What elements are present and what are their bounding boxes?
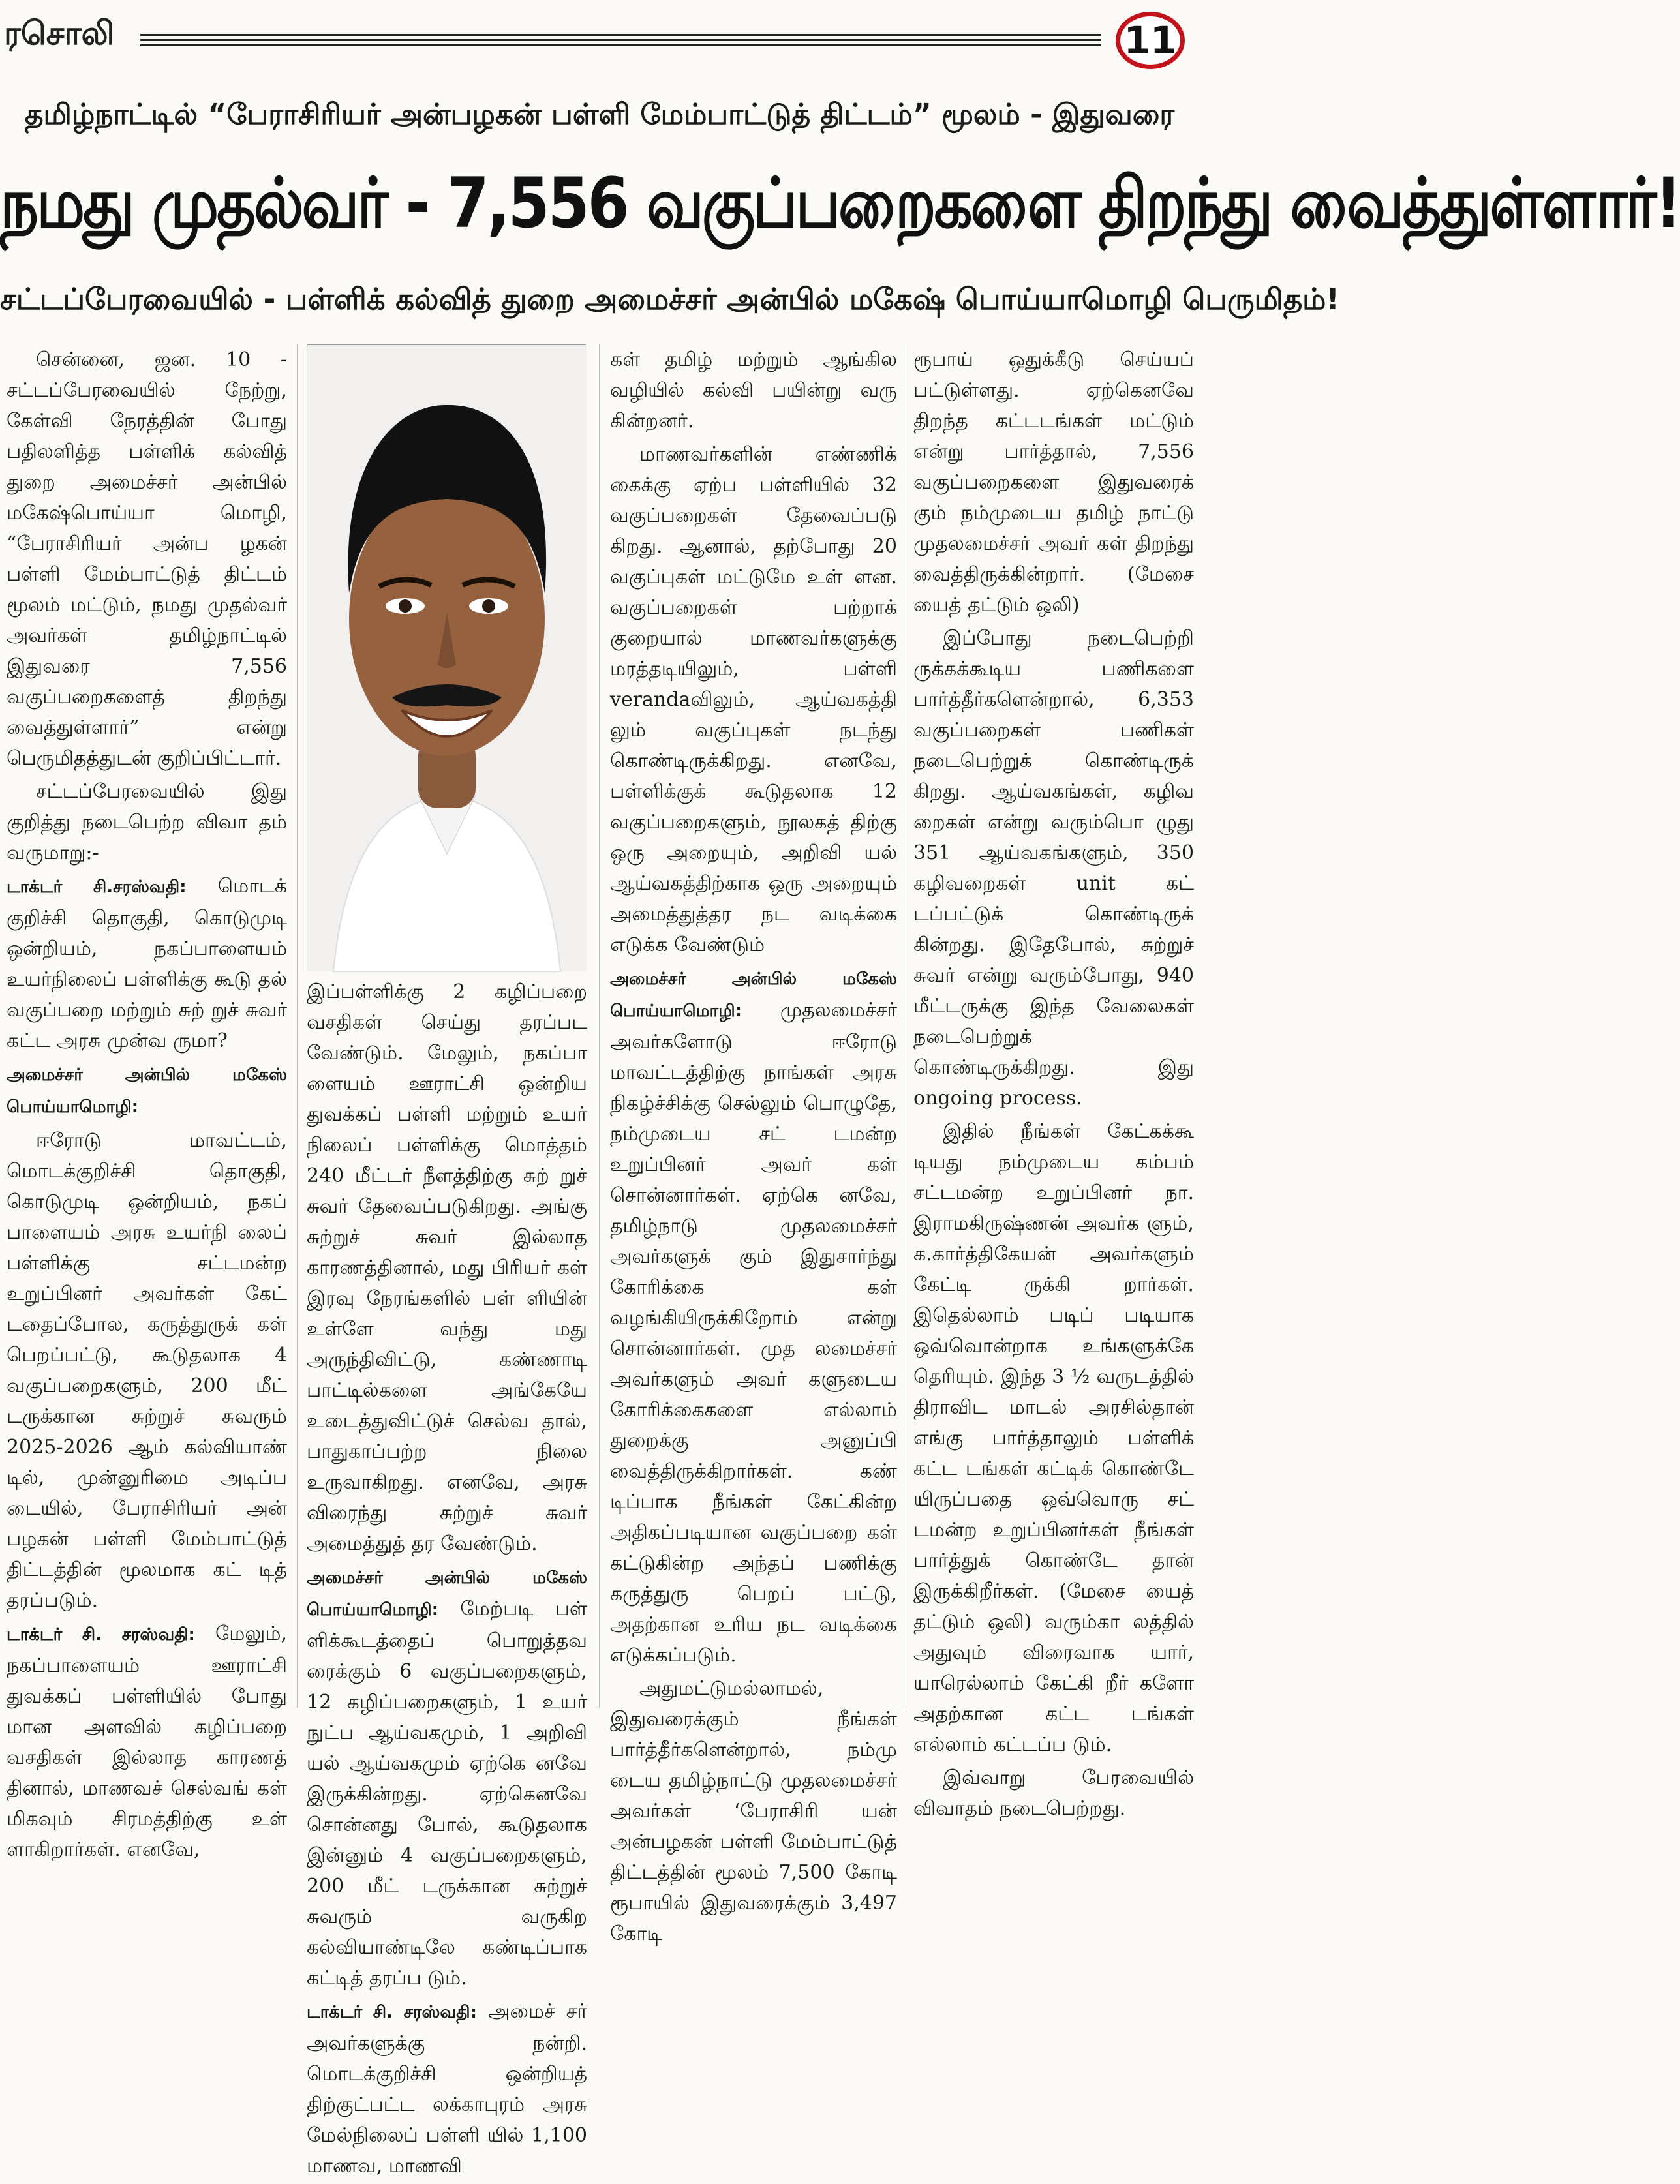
speaker-paragraph [307, 1562, 587, 1994]
speaker-name: அமைச்சர் அன்பில் மகேஸ் பொய்யாமொழி: [610, 969, 897, 1021]
speaker-name: அமைச்சர் அன்பில் மகேஸ் பொய்யாமொழி: [7, 1065, 287, 1117]
paragraph: ரூபாய் ஒதுக்கீடு செய்யப் பட்டுள்ளது. ஏற்கெனவே திறந்த கட்டடங்கள் மட்டும் என்று பார்த்தால், 7,556 வகுப்பறைகளை இதுவரைக் கும் நம்முடைய தமிழ் நாட்டு முதலமைச்சர் அவர் கள் திறந்து வைத்திருக்கின்றார். (மேசை யைத் தட்டும் ஒலி) [913, 348, 1194, 616]
speaker-heading [7, 1059, 287, 1123]
speaker-paragraph [610, 963, 897, 1671]
paragraph: கள் தமிழ் மற்றும் ஆங்கில வழியில் கல்வி பயின்று வரு கின்றனர். [610, 348, 897, 432]
speaker-paragraph [7, 871, 287, 1056]
speech-text: மேலும், நகப்பாளையம் ஊராட்சி துவக்கப் பள்ளியில் போது மான அளவில் கழிப்பறை வசதிகள் இல்லாத காரணத் தினால், மாணவச் செல்வங் கள் மிகவும் சிரமத்திற்கு உள் ளாகிறார்கள். எனவே, [7, 1622, 288, 1861]
speech-text: மேற்படி பள் ளிக்கூடத்தைப் பொறுத்தவ ரைக்கும் 6 வகுப்பறைகளும், 12 கழிப்பறைகளும், 1 உயர் நுட்ப ஆய்வகமும், 1 அறிவி யல் ஆய்வகமும் ஏற்கெ னவே இருக்கின்றது. ஏற்கெனவே சொன்னது போல், கூடுதலாக இன்னும் 4 வகுப்பறைகளும், 200 மீட் டருக்கான சுற்றுச் சுவரும் வருகிற கல்வியாண்டிலே கண்டிப்பாக கட்டித் தரப்ப டும். [307, 1598, 587, 1990]
header-rule [140, 44, 1101, 46]
paragraph: மாணவர்களின் எண்ணிக் கைக்கு ஏற்ப பள்ளியில் 32 வகுப்பறைகள் தேவைப்படு கிறது. ஆனால், தற்போது 20 வகுப்புகள் மட்டுமே உள் ளன. வகுப்பறைகள் பற்றாக் குறையால் மாணவர்களுக்கு மரத்தடியிலும், பள்ளி verandaவிலும், ஆய்வகத்தி லும் வகுப்புகள் நடந்து கொண்டிருக்கிறது. எனவே, பள்ளிக்குக் கூடுதலாக 12 வகுப்பறைகளும், நூலகத் திற்கு ஒரு அறையும், அறிவி யல் ஆய்வகத்திற்காக ஒரு அறையும் அமைத்துத்தர நட வடிக்கை எடுக்க வேண்டும் [610, 443, 897, 956]
article-kicker: தமிழ்நாட்டில் “பேராசிரியர் அன்பழகன் பள்ளி மேம்பாட்டுத் திட்டம்” மூலம் - இதுவரை [24, 98, 1175, 131]
paragraph: இப்போது நடைபெற்றி ருக்கக்கூடிய பணிகளை பார்த்தீர்களென்றால், 6,353 வகுப்பறைகள் பணிகள் நடைபெற்றுக் கொண்டிருக் கிறது. ஆய்வகங்கள், கழிவ றைகள் என்று வரும்பொ ழுது 351 ஆய்வகங்களும், 350 கழிவறைகள் unit கட் டப்பட்டுக் கொண்டிருக் கின்றது. இதேபோல், சுற்றுச் சுவர் என்று வரும்போது, 940 மீட்டருக்கு இந்த வேலைகள் நடைபெற்றுக் கொண்டிருக்கிறது. இது ongoing process. [913, 627, 1194, 1110]
article-column-2 [307, 977, 587, 2184]
speaker-name: டாக்டர் சி. சரஸ்வதி: [7, 1625, 195, 1645]
speech-text: ஈரோடு மாவட்டம், மொடக்குறிச்சி தொகுதி, கொடுமுடி ஒன்றியம், நகப் பாளையம் அரசு உயர்நி லைப் பள்ளிக்கு சட்டமன்ற உறுப்பினர் அவர்கள் கேட் டதைப்போல, கருத்துருக் கள் பெறப்பட்டு, கூடுதலாக 4 வகுப்பறைகளும், 200 மீட் டருக்கான சுற்றுச் சுவரும் 2025-2026 ஆம் கல்வியாண் டில், முன்னுரிமை அடிப்ப டையில், பேராசிரியர் அன் பழகன் பள்ளி மேம்பாட்டுத் திட்டத்தின் மூலமாக கட் டித் தரப்படும். [7, 1129, 287, 1612]
speaker-name: டாக்டர் சி.சரஸ்வதி: [7, 877, 187, 897]
speech-text: முதலமைச்சர் அவர்களோடு ஈரோடு மாவட்டத்திற்கு நாங்கள் அரசு நிகழ்ச்சிக்கு செல்லும் பொழுதே, நம்முடைய சட் டமன்ற உறுப்பினர் அவர் கள் சொன்னார்கள். ஏற்கெ னவே, தமிழ்நாடு முதலமைச்சர் அவர்களுக் கும் இதுசார்ந்து கோரிக்கை கள் வழங்கியிருக்கிறோம் என்று சொன்னார்கள். முத லமைச்சர் அவர்களும் அவர் களுடைய கோரிக்கைகளை எல்லாம் துறைக்கு அனுப்பி வைத்திருக்கிறார்கள். கண் டிப்பாக நீங்கள் கேட்கின்ற அதிகப்படியான வகுப்பறை கள் கட்டுகின்ற அந்தப் பணிக்கு கருத்துரு பெறப் பட்டு, அதற்கான உரிய நட வடிக்கை எடுக்கப்படும். [610, 999, 897, 1667]
speaker-paragraph [307, 1996, 587, 2181]
article-column-1 [7, 344, 287, 1868]
article-subhead: சட்டப்பேரவையில் - பள்ளிக் கல்வித் துறை அமைச்சர் அன்பில் மகேஷ் பொய்யாமொழி பெருமிதம்! [0, 282, 1339, 316]
paragraph: இவ்வாறு பேரவையில் விவாதம் நடைபெற்றது. [913, 1767, 1194, 1820]
column-divider [599, 344, 600, 1708]
column-divider [297, 344, 298, 1708]
speaker-name: அமைச்சர் அன்பில் மகேஸ் பொய்யாமொழி: [307, 1568, 587, 1620]
masthead [0, 0, 1199, 85]
article-headline: நமது முதல்வர் - 7,556 வகுப்பறைகளை திறந்து வைத்துள்ளார்! [0, 163, 1680, 244]
newspaper-name: ரசொலி [4, 14, 115, 52]
header-rule [140, 39, 1101, 41]
header-rule [140, 34, 1101, 36]
paragraph: அதுமட்டுமல்லாமல், இதுவரைக்கும் நீங்கள் பார்த்தீர்களென்றால், நம்மு டைய தமிழ்நாட்டு முதலமைச்சர் அவர்கள் ‘பேராசிரி யன் அன்பழகன் பள்ளி மேம்பாட்டுத் திட்டத்தின் மூலம் 7,500 கோடி ரூபாயில் இதுவரைக்கும் 3,497 கோடி [610, 1677, 897, 1945]
paragraph: சட்டப்பேரவையில் இது குறித்து நடைபெற்ற விவா தம் வருமாறு:- [7, 780, 287, 864]
speech-text: அமைச் சர் அவர்களுக்கு நன்றி. மொடக்குறிச்சி ஒன்றியத் திற்குட்பட்ட லக்காபுரம் அரசு மேல்நிலைப் பள்ளி யில் 1,100 மாணவ, மாணவி [307, 2000, 587, 2177]
speaker-paragraph [7, 1618, 287, 1865]
paragraph: இதில் நீங்கள் கேட்கக்கூ டியது நம்முடைய கம்பம் சட்டமன்ற உறுப்பினர் நா. இராமகிருஷ்ணன் அவர்க ளும், க.கார்த்திகேயன் அவர்களும் கேட்டி ருக்கி றார்கள். இதெல்லாம் படிப் படியாக ஒவ்வொன்றாக உங்களுக்கே தெரியும். இந்த 3 ½ வருடத்தில் திராவிட மாடல் அரசில்தான் எங்கு பார்த்தாலும் பள்ளிக் கட்ட டங்கள் கட்டிக் கொண்டே யிருப்பதை ஒவ்வொரு சட் டமன்ற உறுப்பினர்கள் நீங்கள் பார்த்துக் கொண்டே தான் இருக்கிறீர்கள். (மேசை யைத் தட்டும் ஒலி) வரும்கா லத்தில் அதுவும் விரைவாக யார், யாரெல்லாம் கேட்கி றீர் களோ அதற்கான கட்ட டங்கள் எல்லாம் கட்டப்ப டும். [913, 1120, 1194, 1756]
speech-text: மொடக் குறிச்சி தொகுதி, கொடுமுடி ஒன்றியம், நகப்பாளையம் உயர்நிலைப் பள்ளிக்கு கூடு தல் வகுப்பறை மற்றும் சுற் றுச் சுவர் கட்ட அரசு முன்வ ருமா? [7, 875, 287, 1052]
paragraph: இப்பள்ளிக்கு 2 கழிப்பறை வசதிகள் செய்து தரப்பட வேண்டும். மேலும், நகப்பா ளையம் ஊராட்சி ஒன்றிய துவக்கப் பள்ளி மற்றும் உயர் நிலைப் பள்ளிக்கு மொத்தம் 240 மீட்டர் நீளத்திற்கு சுற் றுச் சுவர் தேவைப்படுகிறது. அங்கு சுற்றுச் சுவர் இல்லாத காரணத்தினால், மது பிரியர் கள் இரவு நேரங்களில் பள் ளியின் உள்ளே வந்து மது அருந்திவிட்டு, கண்ணாடி பாட்டில்களை அங்கேயே உடைத்துவிட்டுச் செல்வ தால், பாதுகாப்பற்ற நிலை உருவாகிறது. எனவே, அரசு விரைந்து சுற்றுச் சுவர் அமைத்துத் தர வேண்டும். [307, 980, 587, 1555]
minister-photo [307, 344, 586, 971]
page-number-badge: 11 [1116, 12, 1185, 69]
article-column-4 [913, 344, 1194, 1827]
speaker-name: டாக்டர் சி. சரஸ்வதி: [307, 2003, 478, 2022]
article-column-3 [610, 344, 897, 1952]
portrait-image [307, 345, 587, 971]
paragraph: சென்னை, ஜன. 10 - சட்டப்பேரவையில் நேற்று, கேள்வி நேரத்தின் போது பதிலளித்த பள்ளிக் கல்வித் துறை அமைச்சர் அன்பில் மகேஷ்பொய்யா மொழி, “பேராசிரியர் அன்ப ழகன் பள்ளி மேம்பாட்டுத் திட்டம் மூலம் மட்டும், நமது முதல்வர் அவர்கள் தமிழ்நாட்டில் இதுவரை 7,556 வகுப்பறைகளைத் திறந்து வைத்துள்ளார்” என்று பெருமிதத்துடன் குறிப்பிட்டார். [7, 348, 287, 770]
